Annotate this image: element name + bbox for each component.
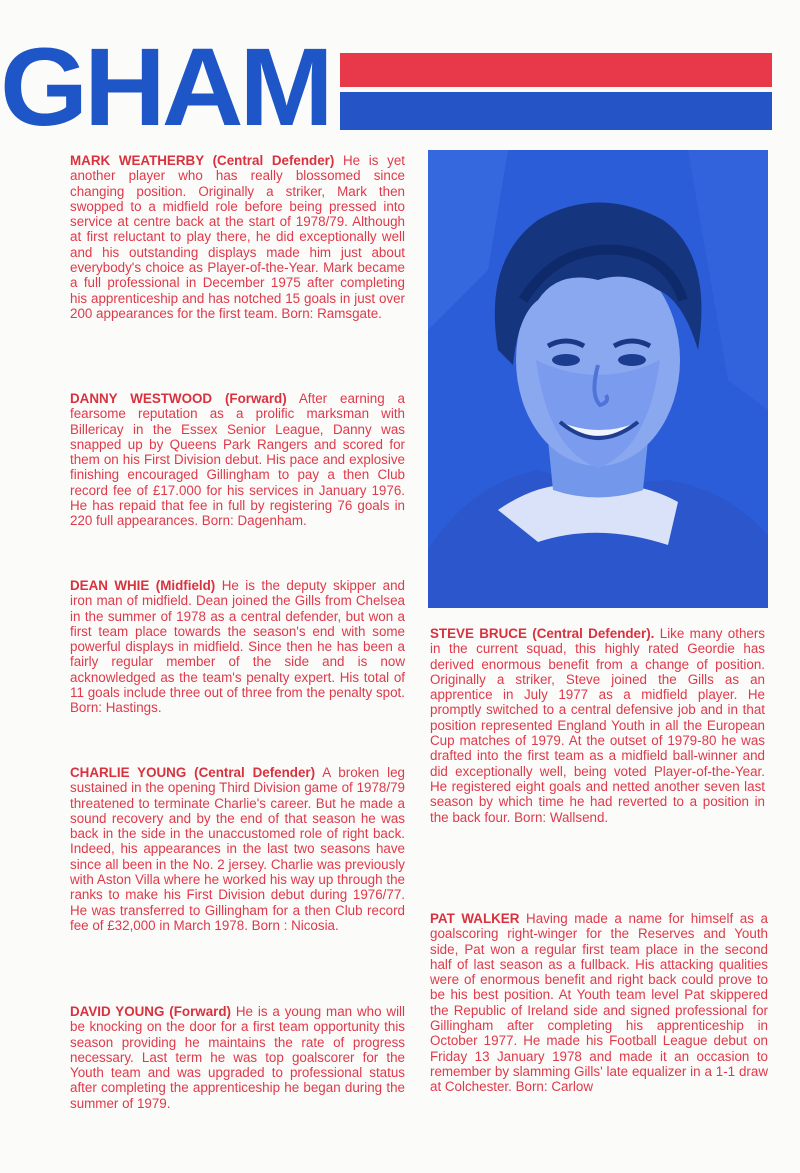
player-bio-david-young [70, 1004, 405, 1111]
player-name: DAVID YOUNG (Forward) [70, 1004, 232, 1019]
player-name: STEVE BRUCE (Central Defender). [430, 626, 655, 641]
player-bio-charlie-young [70, 765, 405, 933]
player-bio-dean-whie [70, 578, 405, 716]
player-photo [428, 150, 768, 608]
player-name: DEAN WHIE (Midfield) [70, 578, 216, 593]
player-name: CHARLIE YOUNG (Central Defender) [70, 765, 316, 780]
player-name: MARK WEATHERBY (Central Defender) [70, 153, 335, 168]
player-bio-danny-westwood [70, 391, 405, 529]
player-bio-text: He is the deputy skipper and iron man of midfield. Dean joined the Gills from Chelsea in the summer of 1978 as a central defender, but won a first team place towards the season's end with some powerful displays in midfield. Since then he has been a fairly regular member of the side and is now acknowledged as the team's penalty expert. His total of 11 goals include three out of three from the penalty spot. Born: Hastings. [70, 578, 405, 716]
page-title: GHAM [0, 26, 330, 149]
player-name: PAT WALKER [430, 911, 520, 926]
player-bio-text: He is yet another player who has really blossomed since changing position. Originally a striker, Mark then swopped to a midfield role before being pressed into service at centre back at the start of 1978/79. Although at first reluctant to play there, he did exceptionally well and his outstanding displays made him just about everybody's choice as Player-of-the-Year. Mark became a full professional in December 1975 after completing his apprenticeship and has notched 15 goals in just over 200 appearances for the first team. Born: Ramsgate. [70, 153, 406, 321]
red-header-stripe [340, 53, 772, 87]
player-bio-text: After earning a fearsome reputation as a prolific marksman with Billericay in the Essex Senior League, Danny was snapped up by Queens Park Rangers and scored for them on his First Division debut. His pace and explosive finishing encouraged Gillingham to pay a then Club record fee of £17.000 for his services in January 1976. He has repaid that fee in full by registering 76 goals in 220 full appearances. Born: Dagenham. [70, 391, 405, 529]
player-name: DANNY WESTWOOD (Forward) [70, 391, 287, 406]
player-bio-text: Like many others in the current squad, this highly rated Geordie has derived enormous benefit from a change of position. Originally a striker, Steve joined the Gills as an apprentice in July 1977 as a midfield player. He promptly switched to a central defensive job and in that position represented England Youth in all the European Cup matches of 1979. At the outset of 1979-80 he was drafted into the first team as a midfield ball-winner and did exceptionally well, being voted Player-of-the-Year. He registered eight goals and netted another seven last season by which time he had reverted to a position in the back four. Born: Wallsend. [430, 626, 765, 825]
player-bio-text: A broken leg sustained in the opening Third Division game of 1978/79 threatened to terminate Charlie's career. But he made a sound recovery and by the end of that season he was back in the side in the unaccustomed role of right back. Indeed, his appearances in the last two seasons have since all been in the No. 2 jersey. Charlie was previously with Aston Villa where he worked his way up through the ranks to make his First Division debut during 1976/77. He was transferred to Gillingham for a then Club record fee of £32,000 in March 1978. Born : Nicosia. [70, 765, 405, 933]
player-bio-text: He is a young man who will be knocking on the door for a first team opportunity this season providing he maintains the rate of progress necessary. Last term he was top goalscorer for the Youth team and was upgraded to professional status after completing the apprenticeship he began during the summer of 1979. [70, 1004, 405, 1111]
player-bio-steve-bruce [430, 626, 765, 825]
player-bio-mark-weatherby [70, 153, 405, 321]
blue-header-stripe [340, 92, 772, 130]
player-bio-pat-walker [430, 911, 768, 1095]
player-bio-text: Having made a name for himself as a goalscoring right-winger for the Reserves and Youth side, Pat won a regular first team place in the second half of last season as a fullback. His attacking qualities were of enormous benefit and right back could prove to be his best position. At Youth team level Pat skippered the Republic of Ireland side and signed professional for Gillingham after completing his apprenticeship in October 1977. He made his Football League debut on Friday 13 January 1978 and made it an occasion to remember by slamming Gills' late equalizer in a 1-1 draw at Colchester. Born: Carlow [430, 911, 768, 1095]
